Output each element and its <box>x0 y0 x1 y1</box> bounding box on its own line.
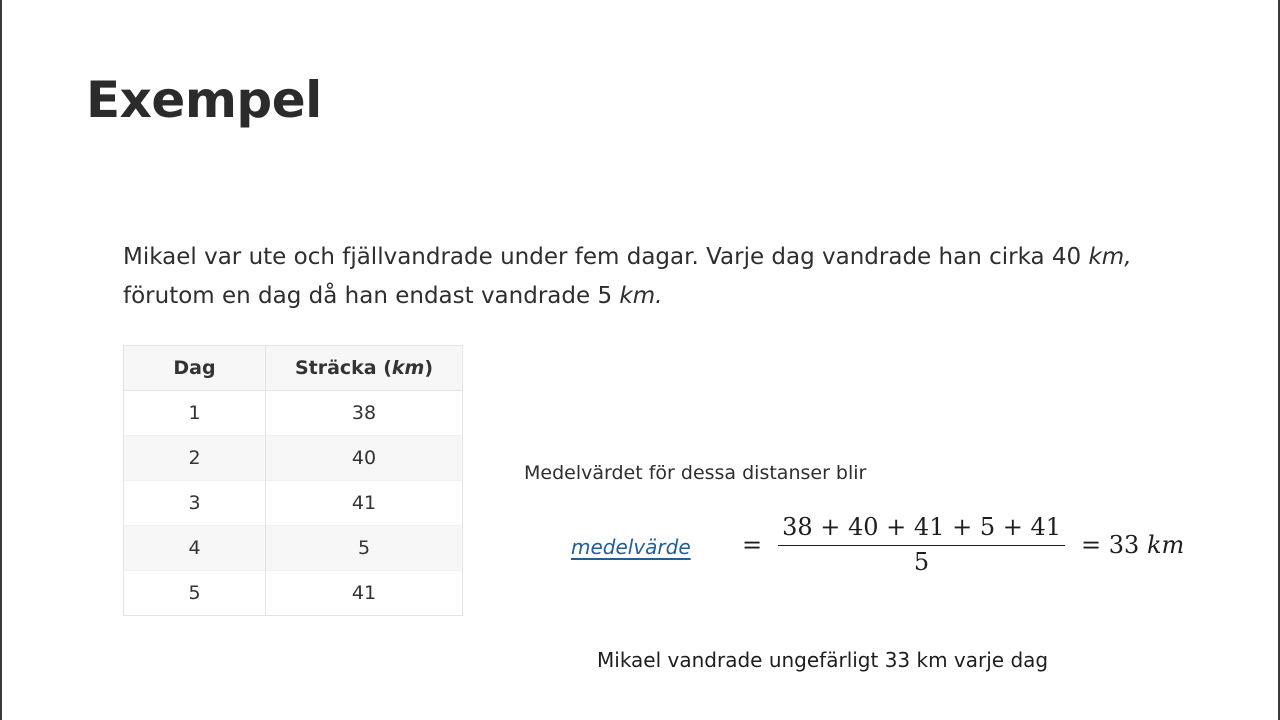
conclusion-text: Mikael vandrade ungefärligt 33 km varje dag <box>597 648 1049 672</box>
distance-table <box>123 345 463 616</box>
header-stracka-close: ) <box>424 357 434 379</box>
header-stracka-label: Sträcka ( <box>294 357 392 379</box>
header-stracka <box>266 346 463 391</box>
table-header-row <box>124 346 463 391</box>
formula-result-value: = 33 <box>1081 530 1140 559</box>
table-row <box>124 526 463 571</box>
formula-numerator: 38 + 40 + 41 + 5 + 41 <box>778 513 1065 546</box>
page-title: Exempel <box>86 71 322 129</box>
header-stracka-unit: km <box>391 357 425 379</box>
formula-result <box>1081 531 1184 559</box>
header-dag: Dag <box>124 346 266 391</box>
cell-dag: 4 <box>124 526 266 571</box>
cell-dag: 5 <box>124 571 266 616</box>
intro-line-1-text: Mikael var ute och fjällvandrade under fem dagar. Varje dag vandrade han cirka 40 <box>123 244 1089 270</box>
formula-fraction <box>778 513 1065 576</box>
formula-result-unit: km <box>1146 530 1185 559</box>
table-row <box>124 436 463 481</box>
table-row <box>124 571 463 616</box>
mean-intro-text: Medelvärdet för dessa distanser blir <box>524 462 867 484</box>
mean-formula <box>742 513 1184 576</box>
intro-paragraph <box>123 238 1183 316</box>
formula-denominator: 5 <box>913 548 930 576</box>
intro-line-1-unit: km, <box>1088 244 1132 270</box>
intro-line-2-unit: km. <box>619 283 663 309</box>
cell-km: 41 <box>266 481 463 526</box>
cell-dag: 3 <box>124 481 266 526</box>
intro-line-2 <box>123 277 1183 316</box>
table-row <box>124 481 463 526</box>
intro-line-2-text: förutom en dag då han endast vandrade 5 <box>123 283 620 309</box>
intro-line-1 <box>123 238 1183 277</box>
formula-equals-sign: = <box>742 530 763 559</box>
cell-km: 38 <box>266 391 463 436</box>
cell-dag: 2 <box>124 436 266 481</box>
frame-left-border <box>0 0 2 720</box>
cell-km: 41 <box>266 571 463 616</box>
cell-dag: 1 <box>124 391 266 436</box>
table-row <box>124 391 463 436</box>
cell-km: 5 <box>266 526 463 571</box>
cell-km: 40 <box>266 436 463 481</box>
medelvarde-link[interactable]: medelvärde <box>571 535 691 559</box>
